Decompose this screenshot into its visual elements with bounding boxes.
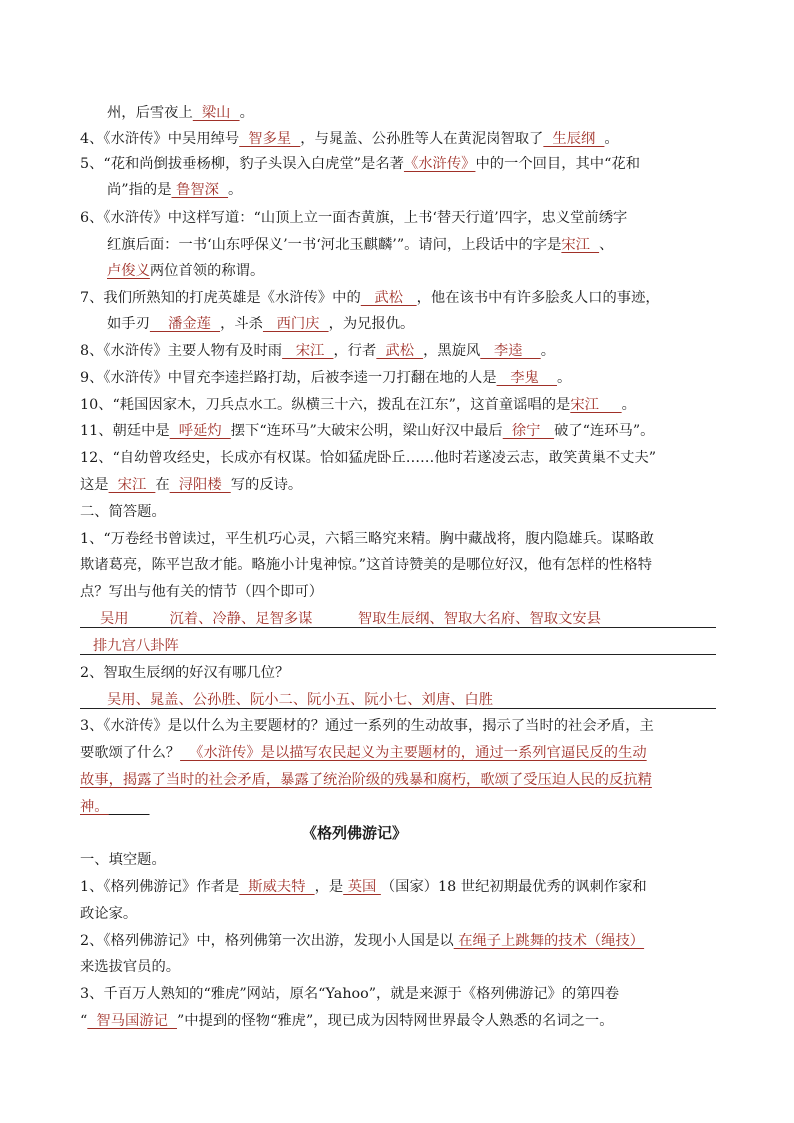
text-line [80,555,652,575]
question-text: ，与晁盖、公孙胜等人在黄泥岗智取了 [300,131,544,147]
question-text: 欺诸葛亮，陈平岂敌才能。略施小计鬼神惊。”这首诗赞美的是哪位好汉，他有怎样的性格特 [80,557,653,573]
text-line [107,103,254,123]
question-text: 7、我们所熟知的打虎英雄是《水浒传》中的 [80,290,361,306]
question-text: 9、《水浒传》中冒充李逵拦路打劫，后被李逵一刀打翻在地的人是 [80,370,497,386]
text-line [80,957,180,977]
text-line [100,609,601,629]
answer-text: 智马国游记 [87,1013,177,1029]
text-line [107,690,493,710]
question-text: ，行者 [333,343,377,359]
question-text: 3、《水浒传》是以什么为主要题材的？通过一系列的生动故事，揭示了当时的社会矛盾，主 [80,718,654,734]
text-line [80,475,302,495]
text-line [80,984,619,1004]
question-text: 、 [599,237,614,253]
text-line [107,314,414,334]
answer-text: 智取生辰纲、智取大名府、智取文安县 [312,611,601,627]
answer-text: 宋江 [108,477,156,493]
answer-text: 《水浒传》是以描写农民起义为主要题材的，通过一系列官逼民反的生动 [180,745,647,761]
answer-text: 故事，揭露了当时的社会矛盾，暴露了统治阶级的残暴和腐朽，歌颂了受压迫人民的反抗精 [80,772,652,788]
section-title [302,823,407,843]
text-line [80,770,652,790]
question-text: ，黑旋风 [423,343,481,359]
question-text: 6、《水浒传》中这样写道：“山顶上立一面杏黄旗，上书‘替天行道’四字，忠义堂前绣字 [80,210,628,226]
text-line [80,368,571,388]
question-text: ”中提到的怪物“雅虎”，现已成为因特网世界最令人熟悉的名词之一。 [176,1013,614,1029]
question-text: 1、“万卷经书曾读过，平生机巧心灵，六韬三略究来精。胸中藏战将，腹内隐雄兵。谋略敢 [80,531,654,547]
question-text: ，是 [314,879,344,895]
question-text: 。 [239,105,254,121]
text-line [80,341,555,361]
text-line [80,421,654,441]
question-text: 8、《水浒传》主要人物有及时雨 [80,343,283,359]
answer-text: 吴用 [100,611,129,627]
answer-text: 李鬼 [496,370,557,386]
text-line [80,529,654,549]
question-text: 2、智取生辰纲的好汉有哪几位？ [80,665,290,681]
question-text: 一、填空题。 [80,852,166,868]
text-line [80,129,619,149]
text-line [107,261,264,281]
text-line [107,180,242,200]
question-text: ，他在该书中有许多脍炙人口的事迹， [416,290,660,306]
question-text: 10、“耗国因家木，刀兵点水工。纵横三十六，拨乱在江东”，这首童谣唱的是 [80,397,571,413]
question-text: 红旗后面：一书‘山东呼保义’一书‘河北玉麒麟’”。请问，上段话中的字是 [107,237,562,253]
question-text: 尚”指的是 [107,182,172,198]
question-text: 点？写出与他有关的情节（四个即可） [80,584,324,600]
text-line [80,395,636,415]
text-line [80,288,660,308]
blank-underline [109,799,150,815]
answer-text: 鲁智深 [171,182,229,198]
answer-text: 生辰纲 [543,131,605,147]
answer-text: 宋江 [570,397,622,413]
question-text: 。 [228,182,243,198]
text-line [107,235,613,255]
text-line [80,743,647,763]
text-line [80,877,647,897]
text-line [80,582,323,602]
text-line [80,502,166,522]
question-text: ，斗杀 [220,316,263,332]
answer-text: 潘金莲 [149,316,221,332]
text-line [80,904,137,924]
answer-text: 沉着、冷静、足智多谋 [128,611,313,627]
question-text: 。 [540,343,555,359]
question-text: 5、“花和尚倒拔垂杨柳，豹子头误入白虎堂”是名著 [80,156,404,172]
text-line [93,636,179,656]
question-text: （国家）18 世纪初期最优秀的讽刺作家和 [380,879,647,895]
question-text: 11、朝廷中是 [80,423,170,439]
question-text: 3、千百万人熟知的“雅虎”网站，原名“Yahoo”，就是来源于《格列佛游记》的第四卷 [80,986,620,1002]
answer-text: 智多星 [239,131,301,147]
question-text: 4、《水浒传》中吴用绰号 [80,131,240,147]
answer-text: 浔阳楼 [169,477,231,493]
question-text: 12、“自幼曾攻经史，长成亦有权谋。恰如猛虎卧丘……他时若遂凌云志，敢笑黄巢不丈夫” [80,450,657,466]
question-text: 州，后雪夜上 [107,105,193,121]
question-text: 政论家。 [80,906,138,922]
answer-text: 《水浒传》 [403,156,476,172]
text-line [80,850,166,870]
question-text: 来选拔官员的。 [80,959,181,975]
question-text: 。 [604,131,619,147]
answer-text: 呼延灼 [169,423,231,439]
question-text: 写的反诗。 [230,477,303,493]
answer-text: 吴用、晁盖、公孙胜、阮小二、阮小五、阮小七、刘唐、白胜 [107,692,494,708]
question-text: 。 [556,370,572,386]
question-text: 要歌颂了什么？ [80,745,181,761]
question-text: 中的一个回目，其中“花和 [475,156,641,172]
question-text: 在 [155,477,170,493]
answer-text: 武松 [360,290,417,306]
answer-text: 卢俊义 [107,263,150,279]
question-text: ，为兄报仇。 [328,316,415,332]
text-line [80,1011,614,1031]
question-text: 二、简答题。 [80,504,166,520]
answer-text: 斯威夫特 [239,879,315,895]
answer-text: 宋江 [282,343,334,359]
text-line [80,931,644,951]
text-line [80,448,656,468]
answer-text: 梁山 [192,105,240,121]
answer-text: 神。 [80,799,109,815]
question-text: 如手刃 [107,316,150,332]
question-text: 1、《格列佛游记》作者是 [80,879,240,895]
text-line [80,154,640,174]
answer-text: 宋江 [561,237,600,253]
question-text: 。 [621,397,636,413]
question-text: “ [80,1013,88,1029]
answer-text: 在绳子上跳舞的技术（绳技） [453,933,645,949]
question-text: 《格列佛游记》 [302,824,408,842]
answer-text: 西门庆 [262,316,329,332]
answer-text: 排九宫八卦阵 [93,638,179,654]
answer-text: 李逵 [480,343,541,359]
text-line [80,663,289,683]
answer-text: 武松 [376,343,424,359]
text-line [80,208,627,228]
text-line [80,716,654,736]
question-text: 两位首领的称谓。 [149,263,265,279]
text-line [80,797,150,817]
question-text: 2、《格列佛游记》中，格列佛第一次出游，发现小人国是以 [80,933,454,949]
question-text: 摆下“连环马”大破宋公明，梁山好汉中最后 [230,423,503,439]
question-text: 破了“连环马”。 [554,423,655,439]
answer-text: 英国 [343,879,381,895]
answer-text: 徐宁 [502,423,555,439]
question-text: 这是 [80,477,109,493]
